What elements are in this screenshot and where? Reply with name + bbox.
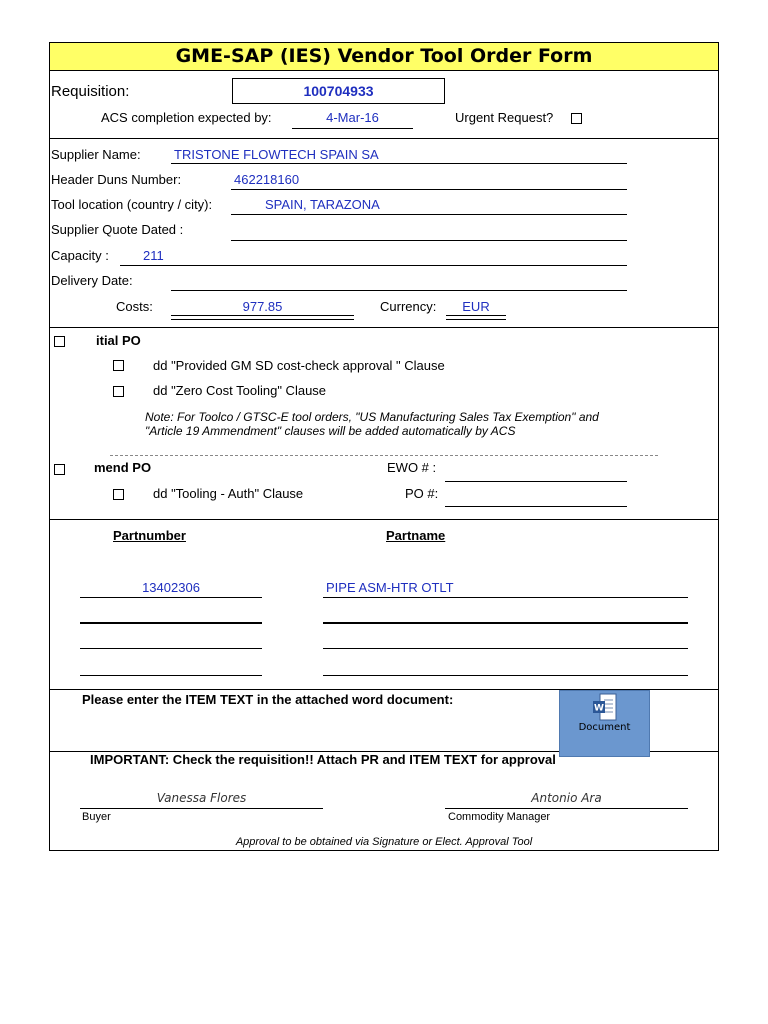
part-name-cell[interactable]: PIPE ASM-HTR OTLT xyxy=(326,580,454,595)
partnumber-header: Partnumber xyxy=(113,528,186,543)
capacity-underline xyxy=(120,265,627,266)
clause1-label: dd "Provided GM SD cost-check approval " Clause xyxy=(153,358,445,373)
po-number-label: PO #: xyxy=(405,486,439,501)
amend-po-label: mend PO xyxy=(94,460,152,475)
duns-underline xyxy=(231,189,627,190)
location-value[interactable]: SPAIN, TARAZONA xyxy=(265,197,380,212)
po-number-underline[interactable] xyxy=(445,506,627,507)
manager-label: Commodity Manager xyxy=(448,811,551,823)
currency-label: Currency: xyxy=(380,299,437,314)
part-row-line[interactable] xyxy=(80,622,262,624)
note-line1: Note: For Toolco / GTSC-E tool orders, "US Manufacturing Sales Tax Exemption" and xyxy=(145,410,599,424)
acs-underline xyxy=(292,128,413,129)
urgent-checkbox[interactable] xyxy=(571,113,582,124)
buyer-label: Buyer xyxy=(82,811,111,823)
tooling-clause-checkbox[interactable] xyxy=(113,489,124,500)
part-number-cell[interactable]: 13402306 xyxy=(142,580,200,595)
duns-value[interactable]: 462218160 xyxy=(234,172,300,187)
dashed-separator xyxy=(110,455,658,456)
manager-signature-line xyxy=(445,808,688,809)
capacity-label: Capacity : xyxy=(51,248,109,263)
part-row-line[interactable] xyxy=(323,675,688,676)
clause2-label: dd "Zero Cost Tooling" Clause xyxy=(153,383,327,398)
initial-po-label: itial PO xyxy=(96,333,141,348)
quote-underline[interactable] xyxy=(231,240,627,241)
delivery-label: Delivery Date: xyxy=(51,273,133,288)
location-underline xyxy=(231,214,627,215)
form-title: GME-SAP (IES) Vendor Tool Order Form xyxy=(50,43,718,71)
important-note: IMPORTANT: Check the requisition!! Attach PR and ITEM TEXT for approval xyxy=(90,752,556,767)
requisition-value: 100704933 xyxy=(303,83,374,99)
delivery-underline[interactable] xyxy=(171,290,627,291)
partname-header: Partname xyxy=(386,528,446,543)
costs-value[interactable]: 977.85 xyxy=(242,299,283,314)
acs-label: ACS completion expected by: xyxy=(101,110,272,125)
part-row-line[interactable] xyxy=(323,648,688,649)
document-label: Document xyxy=(578,722,631,733)
ewo-label: EWO # : xyxy=(387,460,437,475)
costs-underline xyxy=(171,315,354,320)
urgent-label: Urgent Request? xyxy=(455,110,554,125)
part-row-line[interactable] xyxy=(80,648,262,649)
currency-underline xyxy=(446,315,506,320)
supplier-name-value[interactable]: TRISTONE FLOWTECH SPAIN SA xyxy=(174,147,379,162)
location-label: Tool location (country / city): xyxy=(51,197,213,212)
item-text-label: Please enter the ITEM TEXT in the attached word document: xyxy=(82,692,454,707)
part-row-line[interactable] xyxy=(323,622,688,624)
supplier-name-label: Supplier Name: xyxy=(51,147,141,162)
duns-label: Header Duns Number: xyxy=(51,172,182,187)
section-divider xyxy=(50,138,718,139)
section-divider xyxy=(50,327,718,328)
costs-label: Costs: xyxy=(116,299,153,314)
svg-text:W: W xyxy=(594,703,604,714)
initial-po-checkbox[interactable] xyxy=(54,336,65,347)
supplier-name-underline xyxy=(171,163,627,164)
clause2-checkbox[interactable] xyxy=(113,386,124,397)
attached-word-document[interactable] xyxy=(559,690,650,757)
part-row-line xyxy=(323,597,688,598)
buyer-signature: Vanessa Flores xyxy=(156,791,247,805)
amend-po-checkbox[interactable] xyxy=(54,464,65,475)
note-line2: "Article 19 Ammendment" clauses will be added automatically by ACS xyxy=(145,424,516,438)
manager-signature: Antonio Ara xyxy=(531,791,602,805)
part-row-line xyxy=(80,597,262,598)
requisition-field[interactable] xyxy=(232,78,445,104)
clause1-checkbox[interactable] xyxy=(113,360,124,371)
section-divider xyxy=(50,519,718,520)
word-document-icon xyxy=(592,693,618,721)
currency-value[interactable]: EUR xyxy=(462,299,490,314)
part-row-line[interactable] xyxy=(80,675,262,676)
capacity-value[interactable]: 211 xyxy=(143,248,164,263)
ewo-underline[interactable] xyxy=(445,481,627,482)
buyer-signature-line xyxy=(80,808,323,809)
tooling-clause-label: dd "Tooling - Auth" Clause xyxy=(153,486,304,501)
requisition-label: Requisition: xyxy=(51,83,130,100)
quote-label: Supplier Quote Dated : xyxy=(51,222,184,237)
approval-footer-note: Approval to be obtained via Signature or Elect. Approval Tool xyxy=(235,836,533,848)
acs-value[interactable]: 4-Mar-16 xyxy=(326,110,379,125)
